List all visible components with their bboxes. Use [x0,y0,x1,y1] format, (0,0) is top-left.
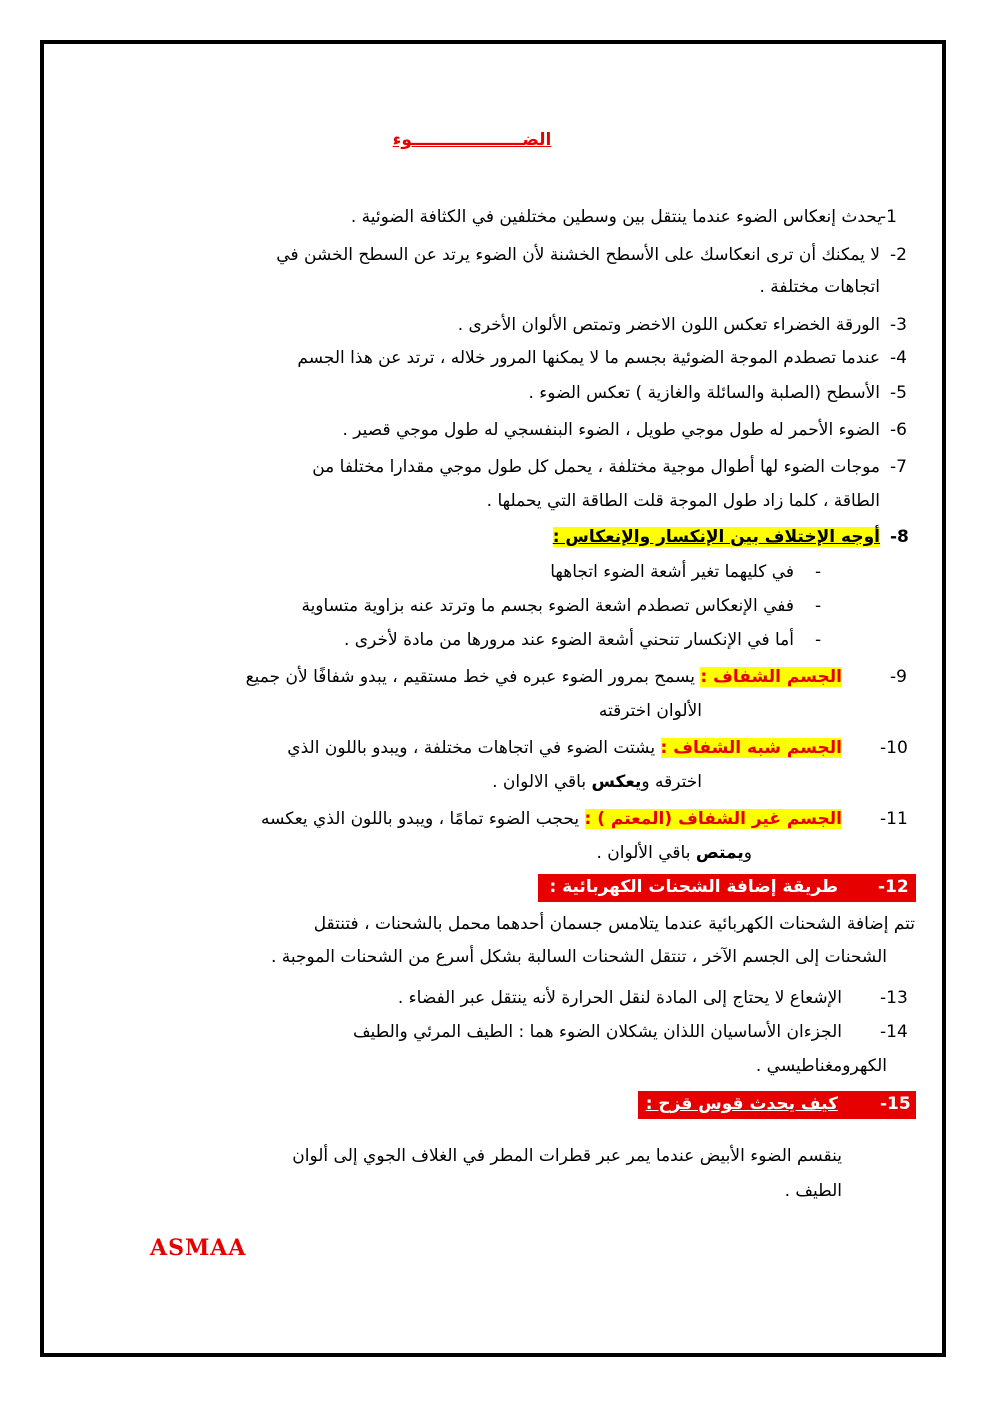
item-14-number: -14 [880,1022,908,1042]
item-12-line-1: تتم إضافة الشحنات الكهربائية عندما يتلامس جسمان أحدهما محمل بالشحنات ، فتنتقل [313,914,915,934]
author-signature: ASMAA [150,1235,247,1261]
item-8-bullet-2: ففي الإنعكاس تصطدم اشعة الضوء بجسم ما وترتد عنه بزاوية متساوية [301,596,794,616]
item-15-number: -15 [880,1094,911,1114]
item-4-text: عندما تصطدم الموجة الضوئية بجسم ما لا يمكنها المرور خلاله ، ترتد عن هذا الجسم [297,348,880,368]
item-6-number: -6 [890,420,907,440]
item-7-number: -7 [890,457,907,477]
item-9-line-2: الألوان اخترقته [598,701,702,721]
item-2-line-1: لا يمكنك أن ترى انعكاسك على الأسطح الخشنة لأن الضوء يرتد عن السطح الخشن في [276,245,880,265]
item-13-text: الإشعاع لا يحتاج إلى المادة لنقل الحرارة لأنه ينتقل عبر الفضاء . [397,988,842,1008]
item-14-line-2: الكهرومغناطيسي . [755,1056,887,1076]
item-11-line-2-end: باقي الألوان . [596,843,696,863]
item-8-heading [553,524,880,550]
item-12-heading-bar [538,874,916,902]
page-title: الضـــــــــــــــــــوء [392,130,552,150]
item-15-line-2: الطيف . [784,1181,842,1201]
item-6-text: الضوء الأحمر له طول موجي طويل ، الضوء البنفسجي له طول موجي قصير . [342,420,880,440]
item-15-line-1: ينقسم الضوء الأبيض عندما يمر عبر قطرات المطر في الغلاف الجوي إلى ألوان [292,1146,842,1166]
item-8-bullet-3: أما في الإنكسار تنحني أشعة الضوء عند مرورها من مادة لأخرى . [343,630,794,650]
bullet-dash-2: - [815,596,822,616]
item-10-line-2-start: اخترقه و [641,772,702,792]
item-13-number: -13 [880,988,908,1008]
item-11-line-1 [261,806,842,832]
item-11-bold-word: يمتص [695,843,744,863]
item-5-text: الأسطح (الصلبة والسائلة والغازية ) تعكس الضوء . [528,383,880,403]
item-10-definition: يشتت الضوء في اتجاهات مختلفة ، ويبدو باللون الذي [287,738,656,758]
item-12-line-2: الشحنات إلى الجسم الآخر ، تنتقل الشحنات السالبة بشكل أسرع من الشحنات الموجبة . [270,947,887,967]
item-15-heading-bar [638,1091,916,1119]
item-12-heading: طريقة إضافة الشحنات الكهربائية : [549,877,838,897]
item-10-line-2-end: باقي الالوان . [492,772,592,792]
item-4-number: -4 [890,348,907,368]
item-15-heading: كيف يحدث قوس قزح : [645,1094,838,1114]
item-9-term: الجسم الشفاف : [700,667,842,687]
item-11-line-2 [596,840,752,866]
item-9-number: -9 [890,667,907,687]
item-10-line-1 [287,735,842,761]
item-14-line-1: الجزءان الأساسيان اللذان يشكلان الضوء هما : الطيف المرئي والطيف [352,1022,842,1042]
item-1-number: -1 [880,207,897,227]
item-8-number: -8 [890,527,909,547]
item-2-line-2: اتجاهات مختلفة . [759,277,880,297]
item-9-line-1 [246,664,842,690]
item-8-bullet-1: في كليهما تغير أشعة الضوء اتجاهها [550,562,794,582]
item-3-text: الورقة الخضراء تعكس اللون الاخضر وتمتص الألوان الأخرى . [457,315,880,335]
item-11-definition: يحجب الضوء تمامًا ، ويبدو باللون الذي يعكسه [261,809,580,829]
item-2-number: -2 [890,245,907,265]
item-11-number: -11 [880,809,908,829]
item-7-line-2: الطاقة ، كلما زاد طول الموجة قلت الطاقة التي يحملها . [486,491,880,511]
item-12-number: -12 [878,877,909,897]
item-5-number: -5 [890,383,907,403]
item-10-line-2 [492,769,702,795]
bullet-dash-1: - [815,562,822,582]
item-11-term: الجسم غير الشفاف (المعتم ) : [584,809,842,829]
item-8-heading-text: أوجه الإختلاف بين الإنكسار والإنعكاس : [552,527,880,547]
bullet-dash-3: - [815,630,822,650]
item-9-definition: يسمح بمرور الضوء عبره في خط مستقيم ، يبدو شفافًا لأن جميع [245,667,695,687]
item-10-bold-word: يعكس [591,772,642,792]
item-10-number: -10 [880,738,908,758]
item-7-line-1: موجات الضوء لها أطوال موجية مختلفة ، يحمل كل طول موجي مقدارا مختلفا من [312,457,880,477]
item-10-term: الجسم شبه الشفاف : [660,738,842,758]
item-1-text: يحدث إنعكاس الضوء عندما ينتقل بين وسطين مختلفين في الكثافة الضوئية . [350,207,882,227]
item-3-number: -3 [890,315,907,335]
item-11-line-2-start: و [743,843,752,863]
